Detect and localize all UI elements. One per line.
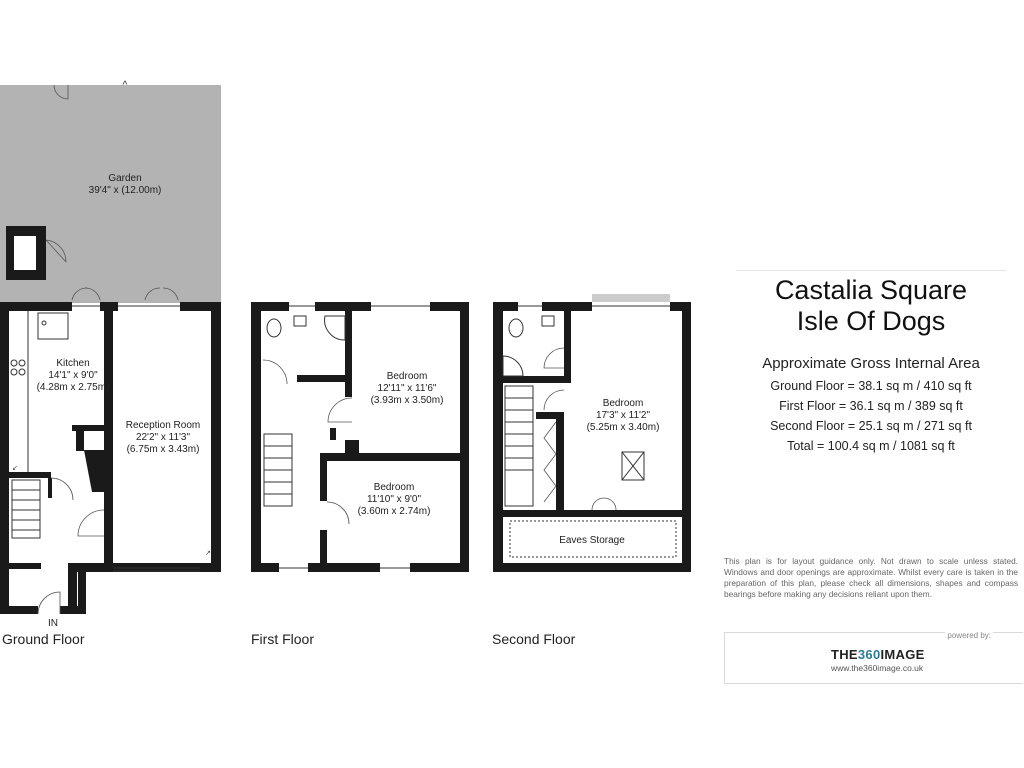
kitchen-dims-imperial: 14'1" x 9'0" <box>48 370 98 381</box>
svg-text:↙: ↙ <box>12 465 18 472</box>
brand-box <box>724 632 1023 684</box>
bedroom3-name: Bedroom <box>602 398 644 409</box>
svg-text:↗: ↗ <box>205 550 211 557</box>
bedroom1-dims-imperial: 12'11" x 11'6" <box>377 383 437 394</box>
ground-floor-label: Ground Floor <box>2 631 85 647</box>
property-title-line1: Castalia Square <box>774 275 968 305</box>
entrance-label: IN <box>48 618 58 629</box>
powered-by-label: powered by: <box>947 631 991 640</box>
kitchen-dims-metric: (4.28m x 2.75m) <box>36 382 110 393</box>
brand-url[interactable]: www.the360image.co.uk <box>831 663 924 673</box>
first-floor-label: First Floor <box>251 631 314 647</box>
area-total: Total = 100.4 sq m / 1081 sq ft <box>787 439 955 453</box>
bedroom3-dims-imperial: 17'3" x 11'2" <box>595 410 651 421</box>
garden-dims: 39'4" x (12.00m) <box>88 185 162 196</box>
area-ground: Ground Floor = 38.1 sq m / 410 sq ft <box>770 379 972 393</box>
bedroom2-name: Bedroom <box>373 482 415 493</box>
kitchen-name: Kitchen <box>56 358 90 369</box>
first-floor-plan <box>251 302 469 572</box>
area-second: Second Floor = 25.1 sq m / 271 sq ft <box>770 419 972 433</box>
bedroom2-dims-imperial: 11'10" x 9'0" <box>366 494 422 505</box>
bedroom2-dims-metric: (3.60m x 2.74m) <box>357 506 431 517</box>
bedroom3-dims-metric: (5.25m x 3.40m) <box>586 422 660 433</box>
svg-text:^: ^ <box>122 80 128 91</box>
area-heading: Approximate Gross Internal Area <box>762 355 980 372</box>
second-floor-label: Second Floor <box>492 631 576 647</box>
brand-logo: THE360IMAGE <box>831 647 925 662</box>
second-floor-plan <box>493 294 691 572</box>
reception-dims-metric: (6.75m x 3.43m) <box>126 444 200 455</box>
area-first: First Floor = 36.1 sq m / 389 sq ft <box>779 399 963 413</box>
bedroom1-dims-metric: (3.93m x 3.50m) <box>370 395 444 406</box>
property-title-line2: Isle Of Dogs <box>796 306 946 336</box>
property-info-panel <box>736 270 1006 456</box>
eaves-storage-name: Eaves Storage <box>559 535 625 546</box>
reception-dims-imperial: 22'2" x 11'3" <box>135 432 191 443</box>
reception-name: Reception Room <box>125 420 201 431</box>
bedroom1-name: Bedroom <box>386 371 428 382</box>
ground-wall-top-left <box>0 302 72 311</box>
ground-floor-plan <box>0 80 287 614</box>
garden-name: Garden <box>108 173 142 184</box>
disclaimer-text: This plan is for layout guidance only. Not drawn to scale unless stated. Windows and door openings are approximate. Whilst every care is taken in the preparation of this plan, please check all dimensions, shapes and compass bearings before making any decisions reliant upon them. <box>724 556 1018 599</box>
